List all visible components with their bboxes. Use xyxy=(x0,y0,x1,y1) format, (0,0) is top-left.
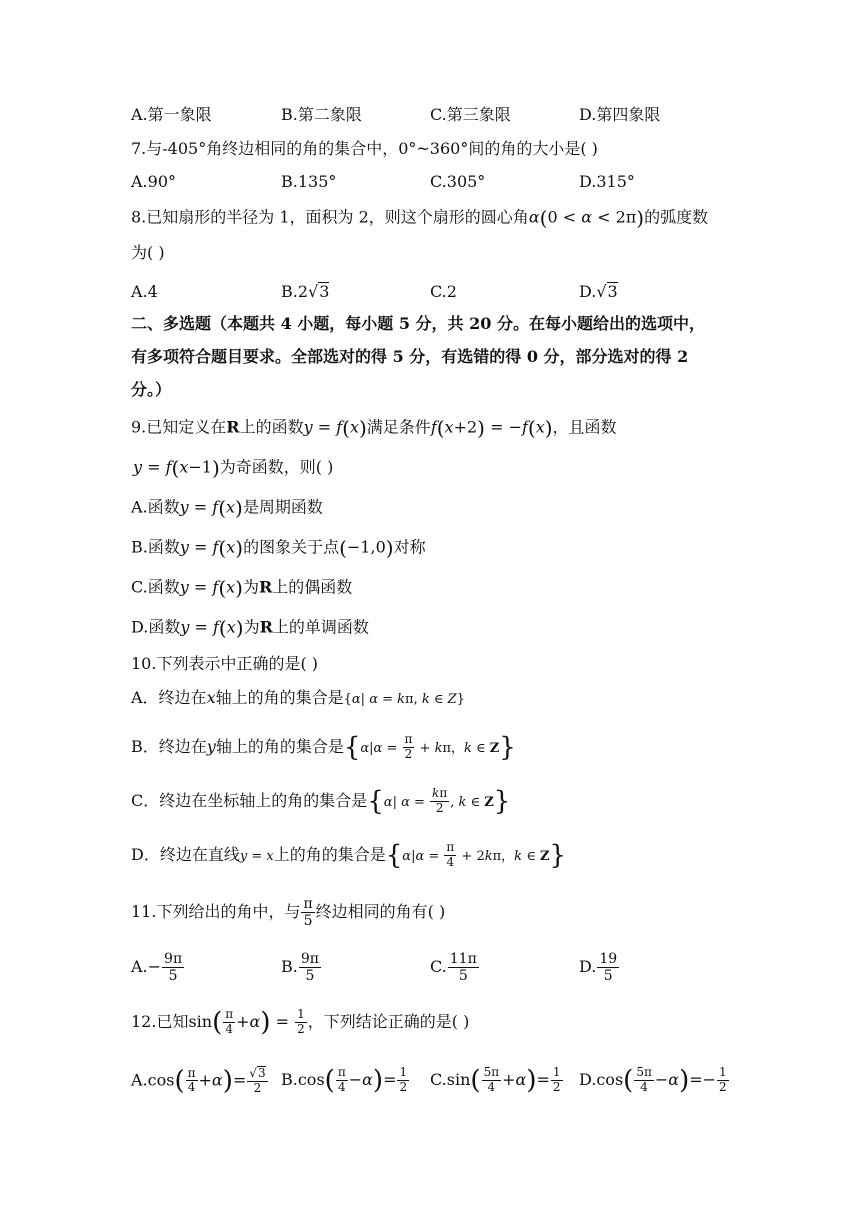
q6-option-d: D.第四象限 xyxy=(579,105,661,124)
q10-option-b: B．终边在y轴上的角的集合是{α|α = $\frac{\pi}{2}$ + kπ，k ∈ Z} xyxy=(131,732,516,763)
q9-option-d: D.函数y = f(x)为R上的单调函数 xyxy=(131,616,369,640)
q11-option-c: C. $\frac{11\pi}{5}$ xyxy=(430,951,477,985)
section2-line3: 分。） xyxy=(131,380,172,399)
q10-stem: 10.下列表示中正确的是( ) xyxy=(131,654,319,673)
q8-stem-text: 8.已知扇形的半径为 1，面积为 2，则这个扇形的圆心角 xyxy=(131,207,529,227)
q11-option-b: B. $\frac{9\pi}{5}$ xyxy=(281,951,319,985)
section2-line2: 有多项符合题目要求。全部选对的得 5 分，有选错的得 0 分，部分选对的得 2 xyxy=(131,347,689,366)
q8-option-d: D.√3 xyxy=(579,282,618,301)
q8-option-a: A.4 xyxy=(131,282,158,301)
q12-stem: 12.已知sin( $\frac{\pi}{4}$ +α) = $\frac{1}{2}$ ，下列结论正确的是( ) xyxy=(131,1007,470,1038)
q7-option-a: A.90° xyxy=(131,172,176,191)
q11-stem: 11.下列给出的角中，与 $\frac{\pi}{5}$ 终边相同的角有( ) xyxy=(131,896,446,930)
q11-option-d: D. $\frac{19}{5}$ xyxy=(579,951,618,985)
q10-option-d: D．终边在直线y = x上的角的集合是{α|α = $\frac{\pi}{4}$ + 2kπ，k ∈ Z} xyxy=(131,840,566,871)
section2-line1: 二、多选题（本题共 4 小题，每小题 5 分，共 20 分。在每小题给出的选项中， xyxy=(131,314,705,333)
q8-option-c: C.2 xyxy=(430,282,457,301)
q9-option-b: B.函数y = f(x)的图象关于点(−1,0)对称 xyxy=(131,536,426,560)
q10-option-a: A．终边在x轴上的角的集合是{α| α = kπ, k ∈ Z} xyxy=(131,688,465,707)
q12-option-a: A.cos( $\frac{\pi}{4}$ +α)= $\frac{√3}{2}$ xyxy=(131,1065,266,1096)
q7-option-c: C.305° xyxy=(430,172,486,191)
q10-option-c: C．终边在坐标轴上的角的集合是{α| α = $\frac{k\pi}{2}$ , k ∈ Z} xyxy=(131,786,511,817)
q12-option-c: C.sin( $\frac{5\pi}{4}$ +α)= $\frac{1}{2}$ xyxy=(430,1065,561,1096)
q9-stem: 9.已知定义在R上的函数y = f(x)满足条件f(x+2) = −f(x)，且函数 xyxy=(131,416,617,440)
q9-option-a: A.函数y = f(x)是周期函数 xyxy=(131,496,323,520)
q8-stem-line2: 为( ) xyxy=(131,243,165,262)
q8-stem: 8.已知扇形的半径为 1，面积为 2，则这个扇形的圆心角α(0 < α < 2π)的弧度数 xyxy=(131,206,709,230)
q9-stem-line2: y = f(x−1)为奇函数，则( ) xyxy=(133,456,334,480)
q8-stem-post: 的弧度数 xyxy=(644,207,709,227)
q7-stem: 7.与-405°角终边相同的角的集合中，0°~360°间的角的大小是( ) xyxy=(131,139,598,158)
q7-option-d: D.315° xyxy=(579,172,635,191)
q7-option-b: B.135° xyxy=(281,172,337,191)
q12-option-d: D.cos( $\frac{5\pi}{4}$ −α)=− $\frac{1}{2}$ xyxy=(579,1065,727,1096)
q6-option-b: B.第二象限 xyxy=(281,105,362,124)
q6-option-c: C.第三象限 xyxy=(430,105,511,124)
q8-option-b: B.2√3 xyxy=(281,282,330,301)
q6-option-a: A.第一象限 xyxy=(131,105,212,124)
q12-option-b: B.cos( $\frac{\pi}{4}$ −α)= $\frac{1}{2}$ xyxy=(281,1065,408,1096)
q11-option-a: A.− $\frac{9\pi}{5}$ xyxy=(131,951,183,985)
q9-option-c: C.函数y = f(x)为R上的偶函数 xyxy=(131,576,353,600)
